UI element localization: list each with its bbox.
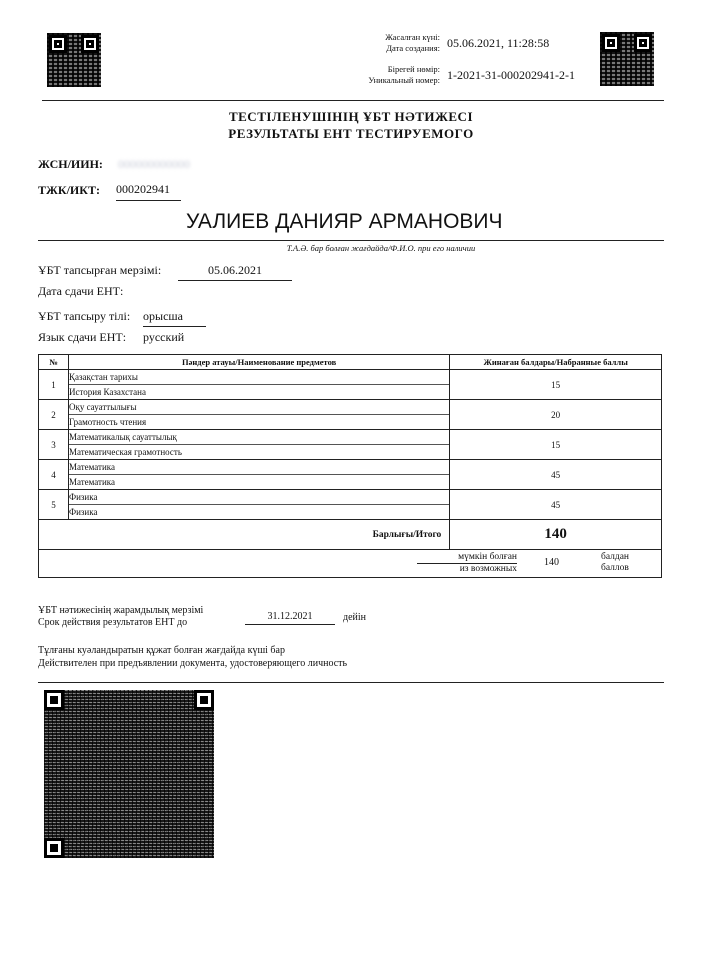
qr-code-large [44, 690, 214, 858]
validity-date: 31.12.2021 [245, 611, 335, 625]
subject-kz: Физика [69, 490, 449, 505]
exam-lang-label-ru: Язык сдачи ЕНТ: [38, 330, 127, 344]
qr-code-top-right [600, 32, 654, 86]
row-score: 20 [450, 400, 662, 430]
exam-lang-value-kz: орысша [143, 309, 206, 327]
validity-suffix: дейін [343, 612, 367, 623]
possible-value: 140 [544, 557, 559, 568]
col-score-header: Жинаған балдары/Набранные баллы [450, 355, 662, 370]
row-num: 1 [39, 370, 69, 400]
header-divider [42, 100, 664, 101]
exam-lang-value-ru: русский [143, 330, 185, 344]
results-table [38, 354, 662, 578]
possible-label: мүмкін болған из возможных [417, 552, 517, 575]
ikt-label: ТЖК/ИКТ: [38, 183, 100, 197]
possible-row [39, 550, 662, 578]
table-row [39, 490, 662, 520]
row-num: 4 [39, 460, 69, 490]
total-row [39, 520, 662, 550]
created-value: 05.06.2021, 11:28:58 [447, 36, 550, 50]
subject-ru: Математическая грамотность [68, 447, 182, 457]
row-num: 2 [39, 400, 69, 430]
subject-kz: Қазақстан тарихы [69, 370, 449, 385]
validity-note: Тұлғаны куәландыратын құжат болған жағдайда күші бар Действителен при предъявлении документа, удостоверяющего личность [38, 645, 348, 669]
validity-label: ҰБТ нәтижесінің жарамдылық мерзімі Срок действия результатов ЕНТ до [38, 605, 204, 628]
row-score: 45 [450, 460, 662, 490]
subject-ru: Математика [68, 477, 116, 487]
table-row [39, 430, 662, 460]
footer-divider [38, 682, 664, 683]
row-score: 45 [450, 490, 662, 520]
ikt-value: 000202941 [116, 182, 181, 201]
subject-kz: Математикалық сауаттылық [69, 430, 449, 445]
col-num-header: № [39, 355, 69, 370]
exam-lang-label-kz: ҰБТ тапсыру тілі: [38, 309, 131, 323]
table-header-row [39, 355, 662, 370]
row-score: 15 [450, 370, 662, 400]
subject-kz: Оқу сауаттылығы [69, 400, 449, 415]
points-label: балдан баллов [601, 552, 630, 573]
col-subject-header: Пәндер атауы/Наименование предметов [68, 355, 449, 370]
total-label: Барлығы/Итого [39, 520, 450, 550]
table-row [39, 400, 662, 430]
exam-date-label-ru: Дата сдачи ЕНТ: [38, 284, 124, 298]
table-row [39, 370, 662, 400]
unique-label: Бірегей нөмір: Уникальный номер: [368, 64, 440, 85]
unique-number: 1-2021-31-000202941-2-1 [447, 68, 575, 82]
name-caption: Т.А.Ә. бар болған жағдайда/Ф.И.О. при его наличии [286, 243, 476, 253]
document-title: ТЕСТІЛЕНУШІНІҢ ҰБТ НӘТИЖЕСІ РЕЗУЛЬТАТЫ ЕНТ ТЕСТИРУЕМОГО [228, 109, 474, 141]
qr-code-top-left [47, 33, 101, 87]
exam-date-value: 05.06.2021 [178, 263, 292, 281]
iin-label: ЖСН/ИИН: [38, 157, 103, 171]
row-num: 3 [39, 430, 69, 460]
exam-date-label-kz: ҰБТ тапсырған мерзімі: [38, 263, 162, 277]
created-label: Жасалған күні: Дата создания: [385, 32, 440, 53]
subject-ru: Грамотность чтения [68, 417, 147, 427]
name-underline [38, 240, 664, 241]
full-name: УАЛИЕВ ДАНИЯР АРМАНОВИЧ [186, 210, 503, 233]
subject-ru: История Казахстана [68, 387, 146, 397]
total-value: 140 [450, 520, 662, 550]
table-row [39, 460, 662, 490]
row-score: 15 [450, 430, 662, 460]
subject-kz: Математика [69, 460, 449, 475]
subject-ru: Физика [68, 507, 98, 517]
row-num: 5 [39, 490, 69, 520]
iin-value-redacted: 000000000000 [118, 157, 190, 171]
